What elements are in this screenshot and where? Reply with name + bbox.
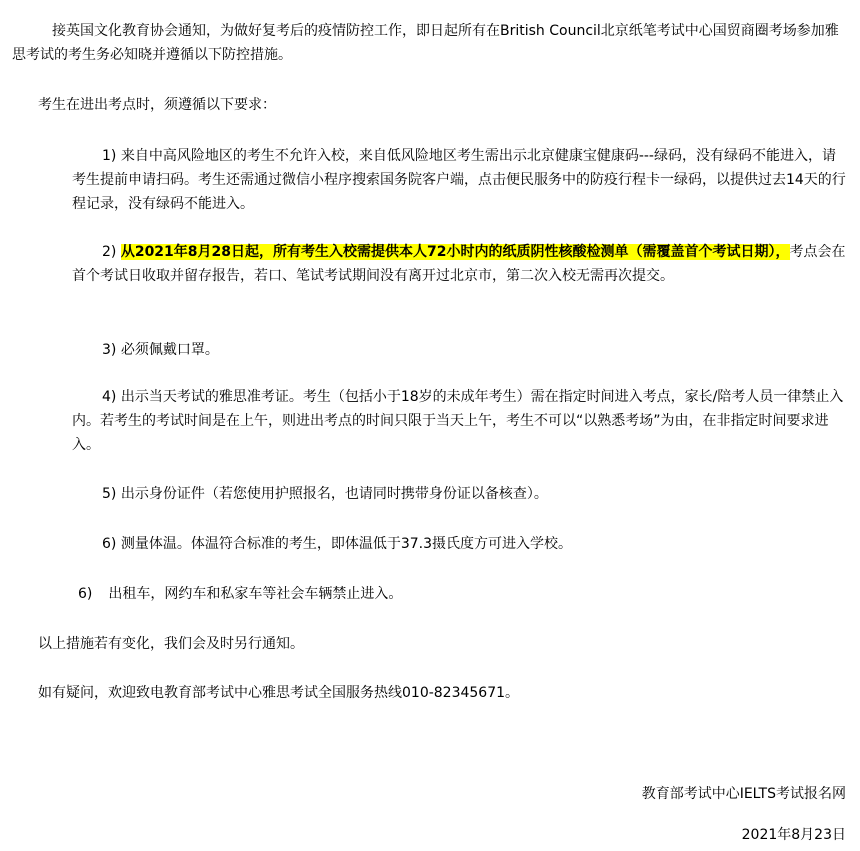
item-text: 必须佩戴口罩。 <box>120 342 219 358</box>
closing-note: 以上措施若有变化，我们会及时另行通知。 <box>38 636 304 652</box>
requirement-item-7 <box>78 582 854 606</box>
item-number: 6) <box>78 586 93 602</box>
item-text: 来自中高风险地区的考生不允许入校，来自低风险地区考生需出示北京健康宝健康码---绿码，没有绿码不能进入，请考生提前申请扫码。考生还需通过微信小程序搜索国务院客户端，点击便民服务中的防疫行程卡一绿码，以提供过去14天的行程记录，没有绿码不能进入。 <box>72 148 846 212</box>
item-text: 考点会在首个考试日收取并留存报告，若口、笔试考试期间没有离开过北京市，第二次入校无需再次提交。 <box>72 244 846 284</box>
item-number: 1) <box>102 148 117 164</box>
contact-hotline: 如有疑问，欢迎致电教育部考试中心雅思考试全国服务热线010-82345671。 <box>38 685 520 701</box>
signature: 教育部考试中心IELTS考试报名网 <box>641 786 846 802</box>
requirement-item-1 <box>72 144 848 216</box>
item-number: 2) <box>102 244 117 260</box>
requirement-item-6 <box>72 532 848 556</box>
requirement-item-3 <box>72 338 848 362</box>
item-text: 出示身份证件（若您使用护照报名，也请同时携带身份证以备核查）。 <box>120 486 548 502</box>
requirements-lead: 考生在进出考点时，须遵循以下要求： <box>38 97 276 113</box>
item-number: 4) <box>102 389 117 405</box>
item-number: 6) <box>102 536 117 552</box>
item-text: 出示当天考试的雅思准考证。考生（包括小于18岁的未成年考生）需在指定时间进入考点，家长/陪考人员一律禁止入内。若考生的考试时间是在上午，则进出考点的时间只限于当天上午，考生不可以“以熟悉考场”为由，在非指定时间要求进入。 <box>72 389 844 453</box>
item-text: 出租车，网约车和私家车等社会车辆禁止进入。 <box>108 586 403 602</box>
requirement-item-5 <box>72 482 848 506</box>
item-text: 测量体温。体温符合标准的考生，即体温低于37.3摄氏度方可进入学校。 <box>120 536 572 552</box>
requirement-item-2 <box>72 240 848 288</box>
item-number: 3) <box>102 342 117 358</box>
notice-date: 2021年8月23日 <box>741 827 846 843</box>
requirement-item-4 <box>72 385 848 457</box>
item-number: 5) <box>102 486 117 502</box>
highlighted-requirement: 从2021年8月28日起，所有考生入校需提供本人72小时内的纸质阴性核酸检测单（需覆盖首个考试日期）， <box>120 244 790 260</box>
intro-paragraph: 接英国文化教育协会通知，为做好复考后的疫情防控工作，即日起所有在British Council北京纸笔考试中心国贸商圈考场参加雅思考试的考生务必知晓并遵循以下防控措施。 <box>12 23 839 63</box>
